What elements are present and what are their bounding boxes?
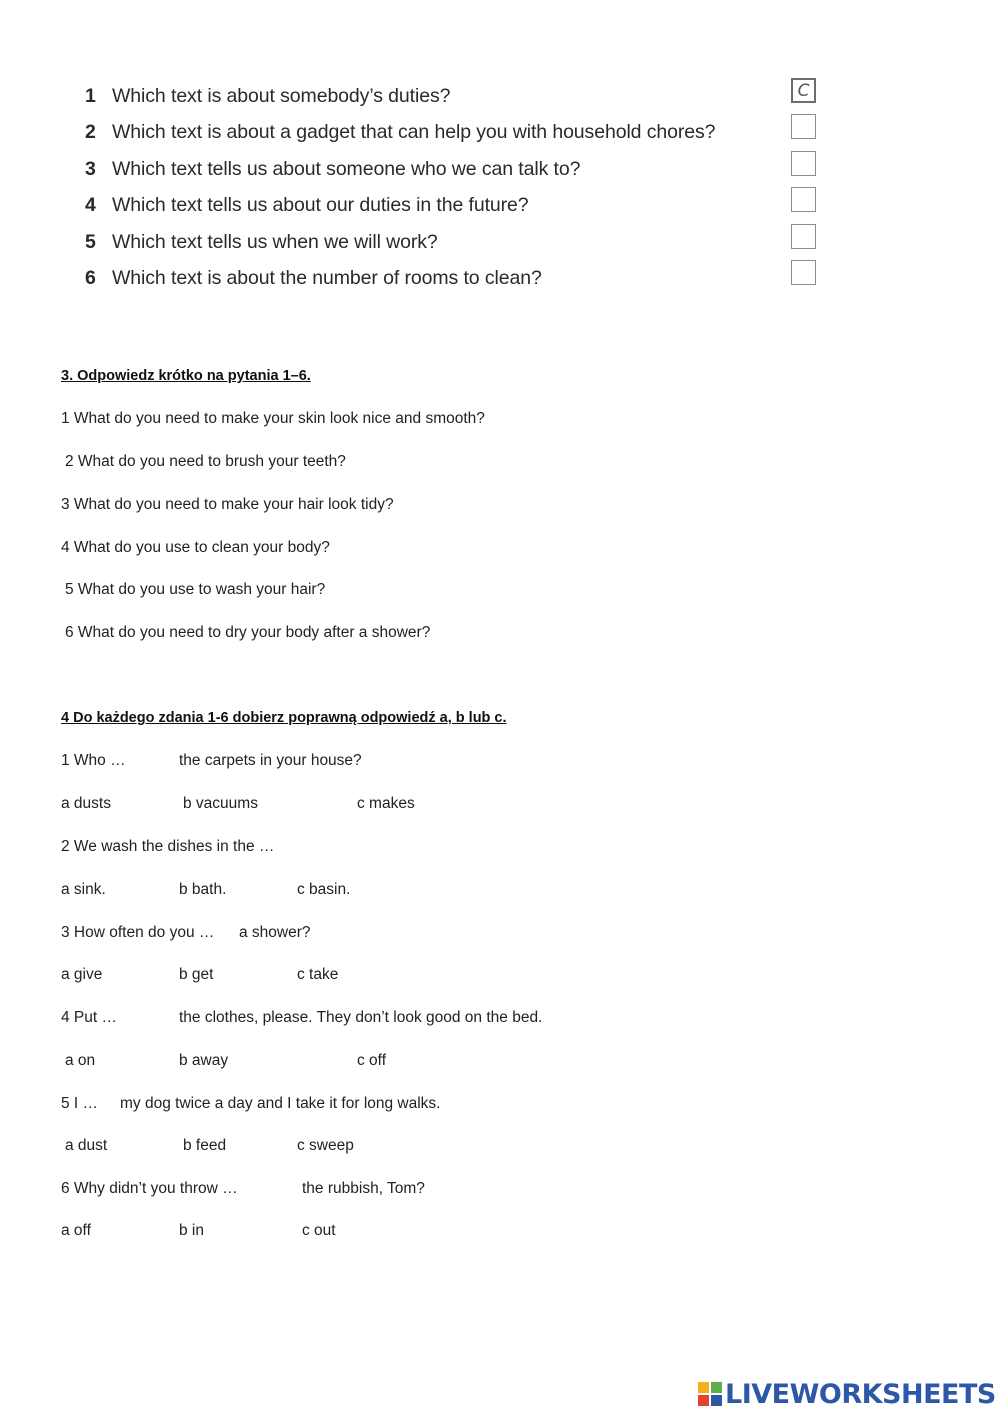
option-3a[interactable]: a give bbox=[61, 966, 103, 983]
section-3-heading: 3. Odpowiedz krótko na pytania 1–6. bbox=[61, 368, 311, 384]
section-4-question-1-start: 1 Who … bbox=[61, 752, 126, 769]
matching-question-3: 3 Which text tells us about someone who we can talk to? bbox=[85, 158, 581, 180]
matching-question-2: 2 Which text is about a gadget that can help you with household chores? bbox=[85, 121, 716, 143]
option-5b[interactable]: b feed bbox=[183, 1137, 227, 1154]
answer-box-4[interactable] bbox=[791, 187, 816, 212]
liveworksheets-logo[interactable] bbox=[698, 1377, 996, 1411]
option-6c[interactable]: c out bbox=[302, 1222, 336, 1239]
answer-box-3[interactable] bbox=[791, 151, 816, 176]
option-2a[interactable]: a sink. bbox=[61, 881, 106, 898]
option-3c[interactable]: c take bbox=[297, 966, 339, 983]
matching-question-4: 4 Which text tells us about our duties in the future? bbox=[85, 194, 529, 216]
section-4-question-4-start: 4 Put … bbox=[61, 1009, 117, 1026]
section-4-question-5-end: my dog twice a day and I take it for long walks. bbox=[120, 1095, 441, 1112]
section-3-question-4: 4 What do you use to clean your body? bbox=[61, 539, 330, 556]
section-4-question-5-start: 5 I … bbox=[61, 1095, 99, 1112]
section-3-question-5: 5 What do you use to wash your hair? bbox=[65, 581, 326, 598]
answer-box-1[interactable]: C bbox=[791, 78, 816, 103]
answer-box-5[interactable] bbox=[791, 224, 816, 249]
logo-mark-icon bbox=[698, 1382, 722, 1406]
section-3-question-1: 1 What do you need to make your skin look nice and smooth? bbox=[61, 410, 485, 427]
option-6a[interactable]: a off bbox=[61, 1222, 91, 1239]
option-1b[interactable]: b vacuums bbox=[183, 795, 258, 812]
option-3b[interactable]: b get bbox=[179, 966, 214, 983]
section-4-heading: 4 Do każdego zdania 1-6 dobierz poprawną odpowiedź a, b lub c. bbox=[61, 710, 507, 726]
logo-square bbox=[698, 1395, 709, 1406]
logo-square bbox=[698, 1382, 709, 1393]
matching-question-1: 1 Which text is about somebody’s duties? bbox=[85, 85, 451, 107]
option-2c[interactable]: c basin. bbox=[297, 881, 351, 898]
section-4-question-6-end: the rubbish, Tom? bbox=[302, 1180, 425, 1197]
option-6b[interactable]: b in bbox=[179, 1222, 204, 1239]
section-4-question-6-start: 6 Why didn’t you throw … bbox=[61, 1180, 238, 1197]
section-3-question-6: 6 What do you need to dry your body after a shower? bbox=[65, 624, 431, 641]
option-4b[interactable]: b away bbox=[179, 1052, 229, 1069]
logo-text: LIVEWORKSHEETS bbox=[725, 1378, 996, 1410]
section-4-question-3-end: a shower? bbox=[239, 924, 311, 941]
option-2b[interactable]: b bath. bbox=[179, 881, 227, 898]
option-4a[interactable]: a on bbox=[65, 1052, 96, 1069]
logo-square bbox=[711, 1395, 722, 1406]
section-4-question-2-start: 2 We wash the dishes in the … bbox=[61, 838, 275, 855]
section-4-question-1-end: the carpets in your house? bbox=[179, 752, 362, 769]
section-4-question-3-start: 3 How often do you … bbox=[61, 924, 215, 941]
option-4c[interactable]: c off bbox=[357, 1052, 387, 1069]
option-5a[interactable]: a dust bbox=[65, 1137, 108, 1154]
section-3-question-2: 2 What do you need to brush your teeth? bbox=[65, 453, 346, 470]
logo-square bbox=[711, 1382, 722, 1393]
section-4-question-4-end: the clothes, please. They don’t look good on the bed. bbox=[179, 1009, 543, 1026]
section-3-question-3: 3 What do you need to make your hair look tidy? bbox=[61, 496, 394, 513]
option-1c[interactable]: c makes bbox=[357, 795, 415, 812]
option-5c[interactable]: c sweep bbox=[297, 1137, 354, 1154]
matching-question-6: 6 Which text is about the number of rooms to clean? bbox=[85, 267, 542, 289]
answer-box-6[interactable] bbox=[791, 260, 816, 285]
answer-box-2[interactable] bbox=[791, 114, 816, 139]
option-1a[interactable]: a dusts bbox=[61, 795, 111, 812]
matching-question-5: 5 Which text tells us when we will work? bbox=[85, 231, 438, 253]
